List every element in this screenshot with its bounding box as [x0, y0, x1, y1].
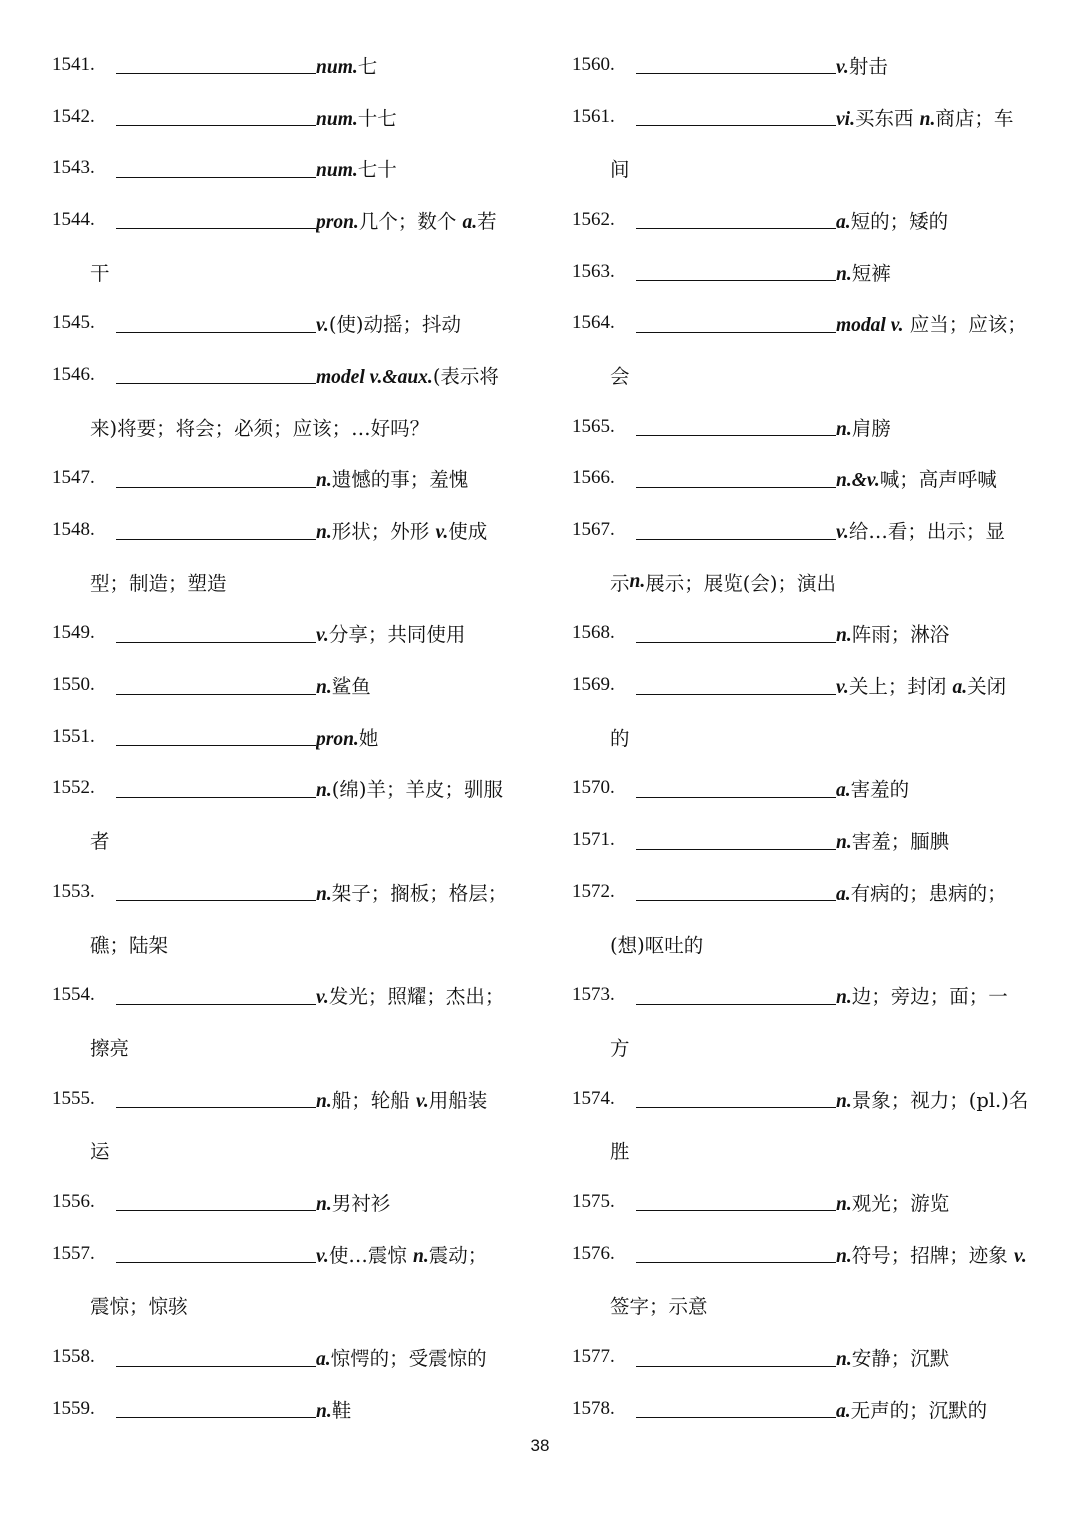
- part-of-speech: num.: [316, 56, 358, 78]
- definition-text: 惊愕的；受震惊的: [330, 1347, 487, 1371]
- definition: [316, 516, 522, 544]
- answer-blank[interactable]: [636, 206, 836, 229]
- part-of-speech: v.: [316, 625, 329, 647]
- entry-number: 1553.: [52, 880, 95, 902]
- entry-number: 1574.: [572, 1087, 615, 1109]
- entry-number: 1550.: [52, 674, 95, 696]
- definition: [316, 619, 522, 647]
- entry-number: 1567.: [572, 519, 615, 541]
- definition: [836, 774, 1042, 802]
- definition: [316, 774, 522, 802]
- entry-number: 1545.: [52, 312, 95, 334]
- vocab-entry: [52, 866, 522, 918]
- vocab-entry: [52, 608, 522, 660]
- definition: [836, 103, 1042, 131]
- part-of-speech: a.: [836, 883, 851, 905]
- entry-number: 1561.: [572, 105, 615, 127]
- entry-number: 1576.: [572, 1242, 615, 1264]
- part-of-speech: model v.&aux.: [316, 366, 433, 388]
- vocab-entry: [572, 814, 1042, 866]
- vocab-entry: [572, 453, 1042, 505]
- definition-continuation: 方: [610, 1036, 630, 1060]
- answer-blank[interactable]: [116, 1240, 316, 1263]
- vocab-entry: [52, 659, 522, 711]
- definition: [316, 361, 522, 389]
- answer-blank[interactable]: [636, 620, 836, 643]
- answer-blank[interactable]: [116, 51, 316, 74]
- vocab-entry: [52, 711, 522, 763]
- part-of-speech: vi.: [836, 108, 855, 130]
- definition-text: 射击: [848, 54, 888, 78]
- part-of-speech: pron.: [316, 211, 359, 233]
- definition-continuation: 会: [610, 364, 630, 388]
- part-of-speech: pron.: [316, 728, 359, 750]
- definition-text: 短的；矮的: [850, 209, 949, 233]
- answer-blank[interactable]: [636, 1188, 836, 1211]
- definition-text: 形状；外形: [331, 520, 436, 544]
- right-column: [572, 39, 1042, 1435]
- definition: [836, 1240, 1042, 1268]
- vocab-entry: [52, 453, 522, 505]
- part-of-speech: n.: [629, 570, 646, 592]
- answer-blank[interactable]: [636, 465, 836, 488]
- answer-blank[interactable]: [636, 775, 836, 798]
- definition-text: 使…震惊: [328, 1243, 414, 1267]
- entry-number: 1563.: [572, 260, 615, 282]
- definition-text: 边；旁边；面；一: [851, 985, 1008, 1009]
- definition: [836, 878, 1042, 906]
- answer-blank[interactable]: [636, 672, 836, 695]
- vocab-entry: [572, 763, 1042, 815]
- answer-blank[interactable]: [116, 1344, 316, 1367]
- definition-continuation: 干: [90, 261, 110, 285]
- definition-text: 使成: [448, 520, 488, 544]
- definition: [836, 1343, 1042, 1371]
- entry-number: 1558.: [52, 1346, 95, 1368]
- definition-text: 景象；视力；(pl.)名: [851, 1088, 1029, 1112]
- entry-number: 1565.: [572, 415, 615, 437]
- part-of-speech: num.: [316, 108, 358, 130]
- definition-continuation: 运: [90, 1140, 110, 1164]
- answer-blank[interactable]: [636, 517, 836, 540]
- vocab-entry: [572, 659, 1042, 711]
- answer-blank[interactable]: [116, 878, 316, 901]
- part-of-speech: n.: [836, 625, 852, 647]
- answer-blank[interactable]: [116, 982, 316, 1005]
- definition-continuation: 签字；示意: [610, 1295, 708, 1319]
- definition-text: 展示；展览(会)；演出: [645, 571, 836, 595]
- definition: [316, 1240, 522, 1268]
- definition: [836, 206, 1042, 234]
- definition-text: 有病的；患病的；: [850, 881, 1007, 905]
- answer-blank[interactable]: [636, 878, 836, 901]
- answer-blank[interactable]: [116, 310, 316, 333]
- answer-blank[interactable]: [636, 827, 836, 850]
- part-of-speech: v.: [415, 1090, 429, 1112]
- entry-number: 1578.: [572, 1397, 615, 1419]
- answer-blank[interactable]: [116, 1188, 316, 1211]
- definition: [836, 1188, 1042, 1216]
- definition: [836, 51, 1042, 79]
- answer-blank[interactable]: [636, 103, 836, 126]
- definition-text: 七十: [357, 158, 397, 182]
- answer-blank[interactable]: [116, 155, 316, 178]
- part-of-speech: n.: [836, 832, 852, 854]
- vocab-entry: [572, 1073, 1042, 1125]
- answer-blank[interactable]: [116, 620, 316, 643]
- vocab-entry: [52, 1331, 522, 1383]
- vocab-entry: [52, 1228, 522, 1280]
- vocab-entry: [52, 142, 522, 194]
- part-of-speech: n.: [836, 987, 852, 1009]
- vocab-entry: [572, 194, 1042, 246]
- answer-blank[interactable]: [116, 723, 316, 746]
- definition-text: 观光；游览: [851, 1191, 950, 1215]
- vocab-entry: [52, 1383, 522, 1435]
- definition: [316, 51, 522, 79]
- entry-number: 1571.: [572, 829, 615, 851]
- definition: [836, 671, 1042, 699]
- definition-text: (绵)羊；羊皮；驯服: [331, 778, 503, 802]
- definition-continuation: 型；制造；塑造: [90, 571, 227, 595]
- entry-number: 1548.: [52, 519, 95, 541]
- answer-blank[interactable]: [116, 465, 316, 488]
- answer-blank[interactable]: [636, 1395, 836, 1418]
- definition-text: 几个；数个: [358, 209, 463, 233]
- vocab-entry: [572, 608, 1042, 660]
- entry-number: 1544.: [52, 208, 95, 230]
- definition: [316, 723, 522, 751]
- vocab-entry: [572, 1228, 1042, 1280]
- vocab-entry: [572, 866, 1042, 918]
- vocab-entry: [572, 969, 1042, 1021]
- definition-text: (使)动摇；抖动: [328, 313, 462, 337]
- entry-number: 1562.: [572, 208, 615, 230]
- entry-number: 1569.: [572, 674, 615, 696]
- vocab-entry: [52, 349, 522, 401]
- definition-text: 喊；高声呼喊: [879, 468, 997, 492]
- entry-number: 1568.: [572, 622, 615, 644]
- answer-blank[interactable]: [116, 517, 316, 540]
- entry-number: 1573.: [572, 984, 615, 1006]
- part-of-speech: n.: [413, 1245, 429, 1267]
- definition-text: 无声的；沉默的: [850, 1398, 988, 1422]
- vocab-entry: [52, 39, 522, 91]
- part-of-speech: modal v.: [836, 315, 904, 337]
- definition-text: 害羞的: [850, 778, 910, 802]
- definition: [316, 206, 522, 234]
- definition-text: 害羞；腼腆: [851, 830, 950, 854]
- definition: [316, 1085, 522, 1113]
- part-of-speech: n.: [836, 1090, 852, 1112]
- part-of-speech: a.: [836, 211, 851, 233]
- definition: [836, 619, 1042, 647]
- answer-blank[interactable]: [636, 1085, 836, 1108]
- definition: [316, 671, 522, 699]
- part-of-speech: n.: [316, 1193, 332, 1215]
- definition-text: 发光；照耀；杰出；: [328, 985, 505, 1009]
- part-of-speech: n.: [316, 780, 332, 802]
- definition: [836, 1085, 1042, 1113]
- answer-blank[interactable]: [636, 1240, 836, 1263]
- answer-blank[interactable]: [116, 206, 316, 229]
- vocab-entry: [52, 194, 522, 246]
- vocab-entry: [52, 1176, 522, 1228]
- definition-text: 震动；: [428, 1243, 488, 1267]
- part-of-speech: n.: [836, 1193, 852, 1215]
- definition: [316, 1395, 522, 1423]
- definition: [836, 826, 1042, 854]
- entry-number: 1556.: [52, 1190, 95, 1212]
- definition-text: 七: [357, 54, 378, 78]
- part-of-speech: v.: [836, 522, 849, 544]
- definition: [836, 309, 1042, 337]
- vocab-entry: [572, 91, 1042, 143]
- vocab-entry: [52, 1073, 522, 1125]
- definition-text: 安静；沉默: [851, 1347, 950, 1371]
- vocab-entry: [572, 1331, 1042, 1383]
- part-of-speech: a.: [316, 1349, 331, 1371]
- definition-continuation: [572, 556, 1042, 608]
- definition-text: 商店；车: [935, 106, 1014, 130]
- part-of-speech: v.: [316, 1245, 329, 1267]
- definition-text: 符号；招牌；迹象: [851, 1243, 1014, 1267]
- definition: [836, 258, 1042, 286]
- answer-blank[interactable]: [636, 51, 836, 74]
- definition-continuation: 者: [90, 830, 110, 854]
- vocab-entry: [572, 504, 1042, 556]
- definition-text: 船；轮船: [331, 1088, 416, 1112]
- vocab-entry: [572, 246, 1042, 298]
- entry-number: 1555.: [52, 1087, 95, 1109]
- definition: [316, 1188, 522, 1216]
- entry-number: 1542.: [52, 105, 95, 127]
- vocab-entry: [52, 969, 522, 1021]
- entry-number: 1577.: [572, 1346, 615, 1368]
- part-of-speech: n.&v.: [836, 470, 880, 492]
- definition-text: 应当；应该；: [903, 313, 1027, 337]
- part-of-speech: v.: [836, 677, 849, 699]
- part-of-speech: a.: [462, 211, 478, 233]
- definition: [316, 464, 522, 492]
- vocab-entry: [572, 297, 1042, 349]
- entry-number: 1572.: [572, 880, 615, 902]
- answer-blank[interactable]: [636, 413, 836, 436]
- definition-text: 关上；封闭: [848, 675, 953, 699]
- answer-blank[interactable]: [636, 310, 836, 333]
- vocab-entry: [572, 1176, 1042, 1228]
- part-of-speech: n.: [316, 470, 332, 492]
- entry-number: 1551.: [52, 725, 95, 747]
- definition-text: 用船装: [428, 1088, 488, 1112]
- left-column: [52, 39, 522, 1435]
- definition-text: 鲨鱼: [331, 675, 371, 699]
- definition-text: (表示将: [432, 364, 499, 388]
- part-of-speech: n.: [316, 883, 332, 905]
- definition-text: 架子；搁板；格层；: [331, 881, 508, 905]
- definition-text: 十七: [357, 106, 397, 130]
- part-of-speech: n.: [836, 1245, 852, 1267]
- part-of-speech: v.: [1013, 1245, 1027, 1267]
- definition-text: 阵雨；淋浴: [851, 623, 950, 647]
- definition-text: 示: [610, 571, 630, 595]
- part-of-speech: n.: [836, 418, 852, 440]
- entry-number: 1560.: [572, 53, 615, 75]
- part-of-speech: v.: [316, 987, 329, 1009]
- definition: [836, 464, 1042, 492]
- vocab-entry: [52, 91, 522, 143]
- part-of-speech: n.: [316, 1090, 332, 1112]
- vocab-entry: [572, 1383, 1042, 1435]
- answer-blank[interactable]: [116, 775, 316, 798]
- part-of-speech: v.: [836, 56, 849, 78]
- part-of-speech: n.: [836, 1349, 852, 1371]
- part-of-speech: num.: [316, 160, 358, 182]
- definition-text: 遗憾的事；羞愧: [331, 468, 469, 492]
- entry-number: 1546.: [52, 363, 95, 385]
- entry-number: 1543.: [52, 157, 95, 179]
- answer-blank[interactable]: [116, 103, 316, 126]
- entry-number: 1570.: [572, 777, 615, 799]
- vocab-entry: [52, 763, 522, 815]
- entry-number: 1554.: [52, 984, 95, 1006]
- definition-continuation: (想)呕吐的: [610, 933, 704, 957]
- definition: [316, 1343, 522, 1371]
- definition-text: 短裤: [851, 261, 891, 285]
- definition-text: 她: [358, 726, 379, 750]
- definition-continuation: 的: [610, 726, 630, 750]
- definition: [316, 309, 522, 337]
- definition: [316, 878, 522, 906]
- definition-continuation: 礁；陆架: [90, 933, 169, 957]
- part-of-speech: n.: [919, 108, 936, 130]
- entry-number: 1541.: [52, 53, 95, 75]
- definition-text: 买东西: [854, 106, 920, 130]
- definition-text: 男衬衫: [331, 1191, 391, 1215]
- definition-continuation: 擦亮: [90, 1036, 130, 1060]
- vocab-entry: [52, 504, 522, 556]
- definition-text: 鞋: [331, 1398, 352, 1422]
- definition-continuation: 震惊；惊骇: [90, 1295, 188, 1319]
- definition: [836, 1395, 1042, 1423]
- part-of-speech: n.: [316, 1400, 332, 1422]
- entry-number: 1559.: [52, 1397, 95, 1419]
- definition-text: 肩膀: [851, 416, 891, 440]
- definition-text: 若: [477, 209, 497, 233]
- part-of-speech: n.: [316, 677, 332, 699]
- definition: [316, 103, 522, 131]
- definition-text: 给…看；出示；显: [848, 520, 1005, 544]
- entry-number: 1549.: [52, 622, 95, 644]
- definition-continuation: 间: [610, 158, 630, 182]
- part-of-speech: n.: [316, 522, 332, 544]
- answer-blank[interactable]: [116, 672, 316, 695]
- answer-blank[interactable]: [116, 1395, 316, 1418]
- answer-blank[interactable]: [116, 361, 316, 384]
- definition: [316, 154, 522, 182]
- definition-continuation: 来)将要；将会；必须；应该；…好吗？: [90, 416, 430, 440]
- definition: [836, 516, 1042, 544]
- answer-blank[interactable]: [636, 1344, 836, 1367]
- part-of-speech: a.: [952, 677, 968, 699]
- entry-number: 1564.: [572, 312, 615, 334]
- part-of-speech: v.: [316, 315, 329, 337]
- entry-number: 1566.: [572, 467, 615, 489]
- entry-number: 1552.: [52, 777, 95, 799]
- vocab-entry: [52, 297, 522, 349]
- definition: [836, 413, 1042, 441]
- entry-number: 1547.: [52, 467, 95, 489]
- part-of-speech: a.: [836, 1400, 851, 1422]
- definition-text: 分享；共同使用: [328, 623, 466, 647]
- entry-number: 1575.: [572, 1190, 615, 1212]
- answer-blank[interactable]: [636, 258, 836, 281]
- definition-text: 关闭: [967, 675, 1007, 699]
- entry-number: 1557.: [52, 1242, 95, 1264]
- part-of-speech: v.: [435, 522, 449, 544]
- page-number: 38: [530, 1436, 550, 1455]
- vocab-entry: [572, 39, 1042, 91]
- answer-blank[interactable]: [116, 1085, 316, 1108]
- definition: [836, 981, 1042, 1009]
- part-of-speech: a.: [836, 780, 851, 802]
- part-of-speech: n.: [836, 263, 852, 285]
- definition-continuation: 胜: [610, 1140, 630, 1164]
- definition: [316, 981, 522, 1009]
- answer-blank[interactable]: [636, 982, 836, 1005]
- vocab-entry: [572, 401, 1042, 453]
